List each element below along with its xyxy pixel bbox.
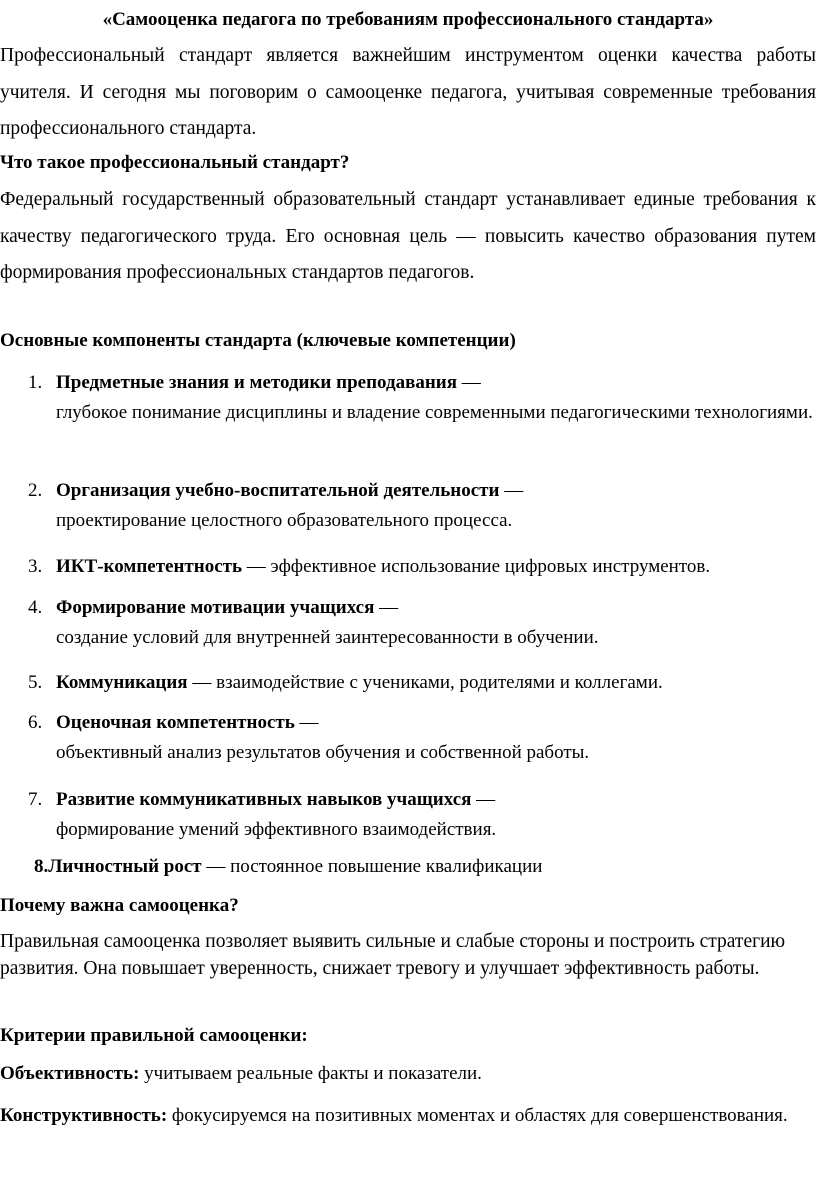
list-item-description: объективный анализ результатов обучения и собственной работы.: [56, 742, 590, 763]
list-item-term: Коммуникация: [56, 672, 188, 693]
list-item-number: 6.: [28, 712, 43, 733]
list-item-number: 2.: [28, 480, 43, 501]
section-heading-criteria: Критерии правильной самооценки:: [0, 1025, 308, 1046]
list-item-dash: —: [294, 712, 319, 733]
criterion-text: учитываем реальные факты и показатели.: [139, 1063, 482, 1084]
list-item: [34, 852, 542, 882]
list-item-dash: —: [471, 789, 496, 810]
criterion-text: фокусируемся на позитивных моментах и областях для совершенствования.: [167, 1105, 788, 1126]
document-title: «Самооценка педагога по требованиям профессионального стандарта»: [102, 9, 714, 30]
list-item-term: Личностный рост: [48, 856, 202, 877]
list-item-number: 3.: [28, 556, 43, 577]
list-item-term: Развитие коммуникативных навыков учащихся: [56, 789, 472, 810]
criterion-constructiveness: [0, 1097, 816, 1135]
list-item-term: ИКТ-компетентность: [56, 556, 243, 577]
list-item-number: 5.: [28, 672, 43, 693]
list-item-description: проектирование целостного образовательного процесса.: [56, 510, 513, 531]
list-item-number: 4.: [28, 597, 43, 618]
list-item-number: 7.: [28, 789, 43, 810]
list-item-description: создание условий для внутренней заинтересованности в обучении.: [56, 627, 599, 648]
list-item-term: Организация учебно-воспитательной деятельности: [56, 480, 500, 501]
standard-definition-paragraph: Федеральный государственный образовательный стандарт устанавливает единые требования к качеству педагогического труда. Его основная цель — повысить качество образования путем формирования профессиональных стандартов педагогов.: [0, 189, 816, 283]
list-item-term: Формирование мотивации учащихся: [56, 597, 375, 618]
intro-paragraph: Профессиональный стандарт является важнейшим инструментом оценки качества работы учителя. И сегодня мы поговорим о самооценке педагога, учитывая современные требования профессионального стандарта.: [0, 45, 816, 139]
list-item-dash: —: [374, 597, 399, 618]
list-item-term: Оценочная компетентность: [56, 712, 295, 733]
list-item-description: глубокое понимание дисциплины и владение современными педагогическими технологиями.: [56, 402, 813, 423]
list-item-dash: —: [457, 372, 481, 393]
section-heading-why-important: Почему важна самооценка?: [0, 895, 239, 916]
why-important-paragraph: Правильная самооценка позволяет выявить сильные и слабые стороны и построить стратегию развития. Она повышает уверенность, снижает тревогу и улучшает эффективность работы.: [0, 931, 786, 979]
list-item-number: 1.: [28, 372, 43, 393]
list-item-dash: — взаимодействие с учениками, родителями и коллегами.: [187, 672, 663, 693]
list-item-description: формирование умений эффективного взаимодействия.: [56, 819, 497, 840]
section-heading-what-is-standard: Что такое профессиональный стандарт?: [0, 152, 350, 173]
criterion-term: Объективность:: [0, 1063, 140, 1084]
section-heading-components: Основные компоненты стандарта (ключевые компетенции): [0, 330, 516, 351]
criterion-term: Конструктивность:: [0, 1105, 168, 1126]
list-item-number: 8.: [34, 856, 49, 877]
criterion-objectivity: [0, 1059, 816, 1089]
list-item-dash: —: [499, 480, 524, 501]
list-item-description: — постоянное повышение квалификации: [201, 856, 543, 877]
list-item-term: Предметные знания и методики преподавания: [56, 372, 458, 393]
list-item-dash: — эффективное использование цифровых инструментов.: [242, 556, 711, 577]
